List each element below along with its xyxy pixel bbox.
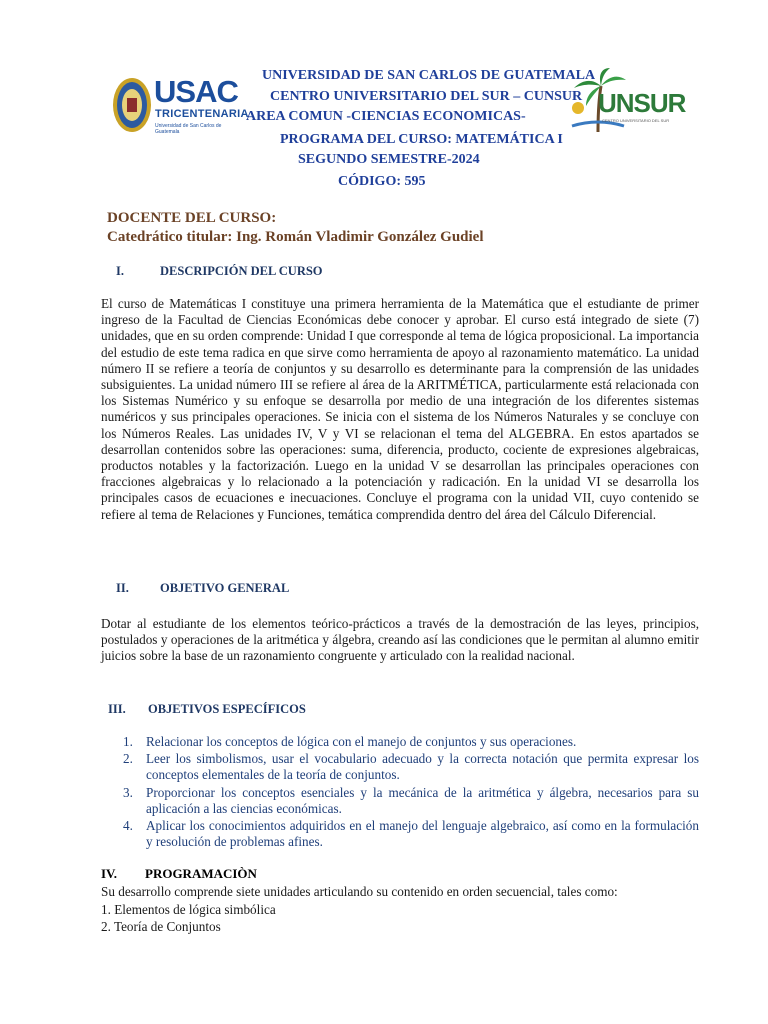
list-number: 4. <box>123 818 133 834</box>
section-number: I. <box>116 264 124 278</box>
cunsur-subtag: CENTRO UNIVERSITARIO DEL SUR <box>602 118 670 123</box>
section-heading-objetivos-especificos <box>108 702 306 717</box>
cunsur-word: UNSUR <box>598 88 686 118</box>
programacion-intro: Su desarrollo comprende siete unidades articulando su contenido en orden secuencial, tales como: <box>101 884 618 899</box>
usac-subtag: Universidad de San Carlos de Guatemala <box>155 123 222 135</box>
list-item <box>101 734 699 750</box>
section-title: OBJETIVO GENERAL <box>160 581 290 595</box>
descripcion-paragraph: El curso de Matemáticas I constituye una primera herramienta de la Matemática que el estudiante de primer ingreso de la Facultad de Ciencias Económicas debe conocer y aprobar. El curso está integrado de siete (7) unidades, que en su orden comprende: Unidad I que corresponde al tema de lógica proposicional. La importancia del estudio de este tema radica en que sirve como herramienta de apoyo al razonamiento matemático. La unidad número II se refiere a teoría de conjuntos y su desarrollo es determinante para la comprensión de las unidades subsiguientes. La unidad número III se refiere al área de la ARITMÉTICA, particularmente está relacionada con los Sistemas Numérico y su enfoque se desarrolla por medio de una integración de los diferentes sistemas numéricos y sus principales operaciones. Se inicia con el sistema de los Números Naturales y se concluye con los Números Reales. Las unidades IV, V y VI se relacionan el tema del ALGEBRA. En estos apartados se desarrollan contenidos sobre las operaciones: suma, diferencia, producto, cociente de expresiones algebraicas, productos notables y la factorización. Luego en la unidad V se desarrollan las principales operaciones con fracciones algebraicas y lo relacionado a la potenciación y radicación. En la unidad VI se desarrolla los principales casos de ecuaciones e inecuaciones. Concluye el programa con la unidad VII, cuyo contenido se refiere al tema de Relaciones y Funciones, temática comprendida dentro del área del Cálculo Diferencial. <box>101 296 699 522</box>
list-number: 1. <box>123 734 133 749</box>
header-area: AREA COMUN -CIENCIAS ECONOMICAS- <box>246 109 526 124</box>
usac-seal-icon <box>112 76 152 134</box>
header-center: CENTRO UNIVERSITARIO DEL SUR – CUNSUR <box>270 89 583 104</box>
section-number: III. <box>108 702 126 716</box>
objetivos-list <box>101 734 699 851</box>
list-text: Relacionar los conceptos de lógica con el manejo de conjuntos y sus operaciones. <box>146 734 577 749</box>
header-semester: SEGUNDO SEMESTRE-2024 <box>298 152 480 167</box>
list-text: Aplicar los conocimientos adquiridos en el manejo del lenguaje algebraico, así como en la formulación y resolución de problemas afines. <box>146 818 699 850</box>
programacion-item-1: 1. Elementos de lógica simbólica <box>101 902 276 917</box>
docente-name: Catedrático titular: Ing. Román Vladimir González Gudiel <box>107 229 484 245</box>
section-title: PROGRAMACIÒN <box>145 866 257 881</box>
list-text: Leer los simbolismos, usar el vocabulario adecuado y la correcta notación que permita expresar los conceptos elementales de la teoría de conjuntos. <box>146 751 699 783</box>
docente-title: DOCENTE DEL CURSO: <box>107 210 277 226</box>
header-program: PROGRAMA DEL CURSO: MATEMÁTICA I <box>280 132 563 147</box>
list-item <box>101 751 699 783</box>
section-number: IV. <box>101 866 118 881</box>
usac-word: USAC <box>154 74 238 109</box>
section-title: OBJETIVOS ESPECÍFICOS <box>148 702 306 716</box>
usac-tagline: TRICENTENARIA <box>155 108 249 120</box>
header-code: CÓDIGO: 595 <box>338 174 426 189</box>
section-heading-programacion <box>101 866 257 882</box>
section-heading-objetivo-general <box>116 581 289 596</box>
list-item <box>101 785 699 817</box>
list-number: 2. <box>123 751 133 767</box>
section-heading-descripcion <box>116 264 323 279</box>
section-number: II. <box>116 581 129 595</box>
list-number: 3. <box>123 784 133 800</box>
usac-logo <box>112 74 249 140</box>
programacion-item-2: 2. Teoría de Conjuntos <box>101 919 221 934</box>
list-text: Proporcionar los conceptos esenciales y la mecánica de la aritmética y álgebra, necesarios para su aplicación a las ciencias económicas. <box>146 784 699 816</box>
objetivo-general-paragraph: Dotar al estudiante de los elementos teórico-prácticos a través de la demostración de las leyes, principios, postulados y operaciones de la aritmética y álgebra, creando así las condiciones que le permitan al alumno emitir juicios sobre la base de un razonamiento congruente y articulado con la realidad nacional. <box>101 616 699 664</box>
header-university: UNIVERSIDAD DE SAN CARLOS DE GUATEMALA <box>262 68 596 83</box>
section-title: DESCRIPCIÓN DEL CURSO <box>160 264 323 278</box>
list-item <box>101 818 699 850</box>
